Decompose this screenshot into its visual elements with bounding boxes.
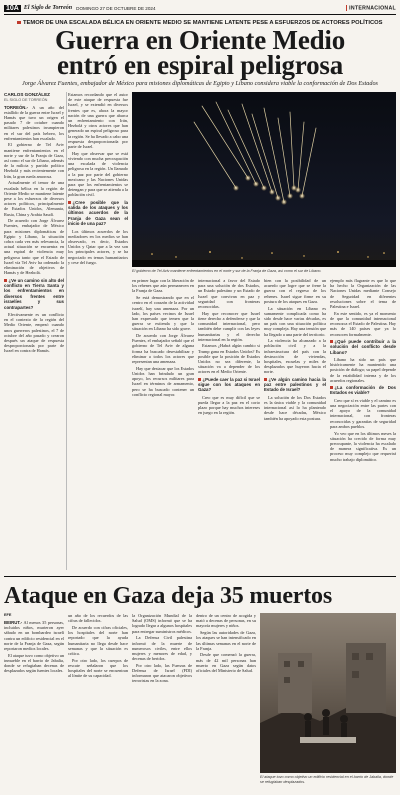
article-paragraph: La Defensa Civil palestina informó de la muerte de numerosos civiles, entre ellos mujeres y menores de edad, y decenas de heridos. <box>132 635 192 662</box>
section-label-text: INTERNACIONAL <box>349 5 396 12</box>
square-bullet-icon <box>198 378 201 381</box>
article-paragraph: El gobierno de Tel Aviv mantiene enfrentamientos en el norte y sur de la Franja de Gaza, así como el sur de Líbano, además de la milicia y partido político Hezbolá y más recientemente con Irán, la gran rueda amorosa. <box>4 142 64 179</box>
article-paragraph: El ataque tuvo como objetivo un inmueble en el barrio de Jabalia, donde se refugiaban decenas de desplazados según fuentes locales. <box>4 652 64 674</box>
article-paragraph: internacional a favor del Estado para una solución de dos Estados, un Estado palestino y un Estado de Israel que convivan en paz y seguridad con fronteras reconocidas. <box>198 278 260 310</box>
article-paragraph: Desde que comenzó la guerra, más de 42 mil personas han muerto en Gaza según datos oficiales del Ministerio de Salud. <box>196 652 256 674</box>
article-paragraph: Se está demostrando que en el centro en el corazón de la actividad israelí, hay una amenaza. Por un lado, los países vecinos de Israel han expresado que temen que la guerra se extienda y que la situación en Líbano ha sido grave. <box>132 295 194 332</box>
main-headline-line2: entró en espiral peligrosa <box>56 50 344 80</box>
missile-streaks-illustration <box>132 92 396 267</box>
second-column-1 <box>4 613 64 791</box>
subheadline: Jorge Álvarez Fuentes, embajador de México para misiones diplomáticas de Egipto y Líbano considera viable la conformación de Dos Estados <box>22 80 378 87</box>
second-byline: EFE <box>4 613 12 617</box>
article-paragraph: En este sentido, es ya el momento de que la comunidad internacional reconozca el Estado de Palestina. Hay más de 140 países que ya lo reconocen formalmente. <box>330 310 396 337</box>
article-paragraph: Líbano ha sido un país que históricamente ha mantenido una posición de diálogo; su papel depende de la estabilidad interna y de los acuerdos regionales. <box>330 356 396 383</box>
main-headline <box>4 25 396 80</box>
rubble-scene-illustration <box>260 613 396 773</box>
article-column-4 <box>198 278 260 570</box>
article-column-1 <box>4 92 64 570</box>
article-column-5 <box>264 278 326 570</box>
paragraph-text: Al menos 35 personas, incluidos niños, murieron ayer sábado en un bombardeo israelí contra un edificio residencial en el norte de la Franja de Gaza, según reportaron medios locales. <box>4 620 64 652</box>
article-paragraph: Actualmente el temor de una escalada bélica en la región de Oriente Medio se mantiene latente pese a los esfuerzos de diversos actores políticos, principalmente de Estados Unidos, Alemania, Rusia, China y Arabia Saudí. <box>4 180 64 217</box>
night-sky-missiles-photo <box>132 92 396 267</box>
article-column-3 <box>132 278 194 570</box>
second-column-3 <box>132 613 192 791</box>
square-bullet-icon <box>330 386 333 389</box>
second-headline: Ataque en Gaza deja 35 muertos <box>4 583 332 609</box>
gaza-rescue-photo <box>260 613 396 773</box>
paragraph-text: A un año del estallido de la guerra entre Israel y Hamás que tuvo un origen el pasado 7 de octubre cuando militares palestinos irrumpieron en el sur del país hebreo, los enfrentamientos han escalado. <box>4 104 64 141</box>
article-paragraph: dentro de un centro de acogida y mató a decenas de personas, en su mayoría mujeres y niños. <box>196 613 256 629</box>
article-paragraph: Hay que destacar que los Estados Unidos han brindado un gran apoyo, los recursos militares para Israel en términos de armamento, pero se ha buscado contener un conflicto regional mayor. <box>132 365 194 397</box>
interview-question <box>330 339 396 355</box>
photo-caption: El gobierno de Tel Aviv mantiene enfrentamientos en el norte y sur de la Franja de Gaza, así como el sur de Líbano. <box>132 269 322 273</box>
interview-question <box>198 377 260 393</box>
article-paragraph: Los últimos acuerdos de los mediadores en los medios se han observado, es decir, Estados Unidos y Qatar que a la vez son los principales actores, y se ha negociado en temas humanitarios y cese del fuego. <box>68 228 128 265</box>
second-column-4 <box>196 613 256 791</box>
article-column-2 <box>68 92 128 570</box>
dateline: BEIRUT.- <box>4 620 23 625</box>
article-paragraph: Creo que es muy difícil que se pueda llegar a la paz en el corto plazo porque hay muchos intereses en juego en la región. <box>198 394 260 416</box>
dateline: TORREÓN.- <box>4 104 29 110</box>
article-paragraph: Hay que observar que se está viviendo con mucha preocupación una escalada de violencia peligrosa en la región. Un llamado a la paz por parte del gobierno mexicano y las Naciones Unidas para que los enfrentamientos se detengan y para que se atienda a la población civil. <box>68 150 128 198</box>
article-paragraph: Creo que sí es viable y el camino es una negociación entre las partes con el apoyo de la comunidad internacional, con fronteras reconocidas y garantías de seguridad para ambos pueblos. <box>330 397 396 429</box>
question-text: ¿Ve un camino sin alto del conflicto en Tierra Santa y los enfrentamientos en diversos frentes entre israelíes y sus contrapartes? <box>4 277 64 310</box>
square-bullet-icon <box>68 201 71 204</box>
article-paragraph: la Organización Mundial de la Salud (OMS) informó que se ha logrado llegar a algunos hospitales para entregar suministros médicos. <box>132 613 192 634</box>
article-paragraph: Efectivamente es un conflicto en el contexto de la región del Medio Oriente, empezó cuando unos guerreros palestinos, el 7 de octubre del año pasado y crearon después un ataque de respuesta desproporcionada por parte de Israel en contra de Hamás. <box>4 311 64 354</box>
main-headline-line1: Guerra en Oriente Medio <box>54 25 346 55</box>
section-divider <box>4 576 396 577</box>
square-bullet-icon <box>330 340 333 343</box>
publication-date: DOMINGO 27 DE OCTUBRE DE 2024 <box>76 5 156 11</box>
article-paragraph: La solución de los Dos Estados es la única viable y la comunidad internacional así lo ha planteado desde hace décadas, México también ha apoyado esta postura. <box>264 394 326 421</box>
article-paragraph: Según las autoridades de Gaza, los ataques se han intensificado en las últimas semanas en el norte de la Franja. <box>196 630 256 651</box>
square-bullet-icon <box>264 378 267 381</box>
second-photo-caption: El ataque tuvo como objetivo un edificio residencial en el barrio de Jabalia, donde se refugiaban desplazados. <box>260 775 394 784</box>
article-paragraph: De acuerdo con Jorge Álvarez Fuentes, embajador de México para misiones diplomáticas de Egipto y Líbano, la situación cobra cada vez más relevancia, la actual situación se encuentra en una espiral de violencia muy peligrosa tanto que el Estado de Israel vía Tel Aviv ha ordenado la eliminación de objetivos de Hamás y de Hezbolá. <box>4 218 64 276</box>
article-paragraph: Estamos ¿Habrá algún cambio si Trump gana en Estados Unidos? Es posible que la posición de Estados Unidos no sea diferente, la situación va a depender de los actores en el Medio Oriente. <box>198 343 260 375</box>
article-paragraph: bien con la posibilidad de un acuerdo que logre que se frene la guerra con el regreso de los rehenes. Israel sigue firme en su postura de los ataques en Gaza. <box>264 278 326 304</box>
article-paragraph: De acuerdo con Jorge Álvarez Fuentes, el embajador señaló que el gobierno de Tel Aviv de alguna forma ha buscado desestabilizar y eliminar a todos los actores que representan una amenaza. <box>132 333 194 365</box>
section-bar-icon <box>346 5 348 11</box>
second-column-2 <box>68 613 128 791</box>
article-paragraph: ejemplo más flagrante es que lo que ha hecho la Organización de las Naciones Unidas mediante Consejo de Seguridad en diferentes resoluciones sobre el tema de Palestina e Israel. <box>330 278 396 310</box>
question-text: ¿Qué puede contribuir a la solución del conflicto desde Líbano? <box>330 338 396 355</box>
question-text: ¿Ve algún camino hacia la paz entre palestinos y el Estado de Israel? <box>264 376 326 393</box>
page-number: 10A <box>6 4 19 12</box>
article-paragraph: Yo veo que en los últimos meses la situación ha crecido de forma muy preocupante, la violencia ha escalado de manera significativa. Es un proceso muy complejo que requerirá mucho trabajo diplomático. <box>330 430 396 462</box>
article-column-6 <box>330 278 396 570</box>
square-bullet-icon <box>4 279 7 282</box>
article-paragraph: en primer lugar con la liberación de los rehenes que aún permanecen en la Franja de Gaza. <box>132 278 194 294</box>
question-text: ¿Cree posible que la salida de los ataques y los últimos acuerdos de la Franja de Gaza sean el inicio de una paz? <box>68 199 128 227</box>
square-bullet-icon <box>17 21 21 25</box>
article-paragraph: La violencia ha alcanzado a la población civil y a la infraestructura del país con la destrucción de viviendas, hospitales, escuelas y miles de desplazados que huyeron hacia el norte. <box>264 338 326 375</box>
article-paragraph: Hay que reconocer que Israel tiene derecho a defenderse y que la comunidad internacional, pero también debe cumplir con las leyes humanitarias y el derecho internacional en la región. <box>198 310 260 342</box>
question-text: ¿Puede caer la paz si Israel sigue con los ataques en Gaza? <box>198 376 260 393</box>
interview-question <box>264 377 326 393</box>
byline-outlet: EL SIGLO DE TORREÓN <box>4 97 48 102</box>
interview-question <box>4 278 64 310</box>
column-divider <box>66 92 67 570</box>
article-paragraph: De acuerdo con cifras oficiales, los hospitales del norte han reportado que la ayuda humanitaria no llega desde hace semanas y que la situación es crítica. <box>68 624 128 656</box>
publication-name: El Siglo de Torreón <box>23 5 73 11</box>
page-header <box>4 2 396 15</box>
interview-question <box>68 200 128 227</box>
article-paragraph: Estamos recordando que el autor de este ataque de respuesta fue Israel, y se extendió en diversos frentes que es, ahora la mayor nación de una guerra que abarca un enfrentamiento con Irán, Hezbolá y otros actores que han generado un espiral peligroso para la región. Se ha llevado a cabo una respuesta desproporcionada por parte de Israel. <box>68 92 128 150</box>
article-paragraph: un año de los recuerdos de las cifras de fallecidos. <box>68 613 128 624</box>
kicker-text: TEMOR DE UNA ESCALADA BÉLICA EN ORIENTE MEDIO SE MANTIENE LATENTE PESE A ESFUERZOS DE ACTORES POLÍTICOS <box>22 20 383 26</box>
article-paragraph: Por otro lado, los cuerpos de rescate señalaron que los hospitales del norte se encuentran al límite de su capacidad. <box>68 657 128 679</box>
article-paragraph: Por otro lado, las Fuerzas de Defensa de Israel (FDI) informaron que atacaron objetivos terroristas en la zona. <box>132 662 192 684</box>
question-text: ¿La conformación de Dos Estados es viable? <box>330 384 396 396</box>
section-label <box>346 5 396 11</box>
article-paragraph: La situación en Líbano es sumamente complicada como ha sido desde hace varias décadas, es un país con una situación política muy compleja. Hay una tensión que ha llegado a una parte del territorio. <box>264 305 326 337</box>
article-paragraph <box>4 105 64 141</box>
byline: CARLOS GONZÁLEZ <box>4 92 50 97</box>
interview-question <box>330 385 396 396</box>
article-paragraph <box>4 620 64 651</box>
